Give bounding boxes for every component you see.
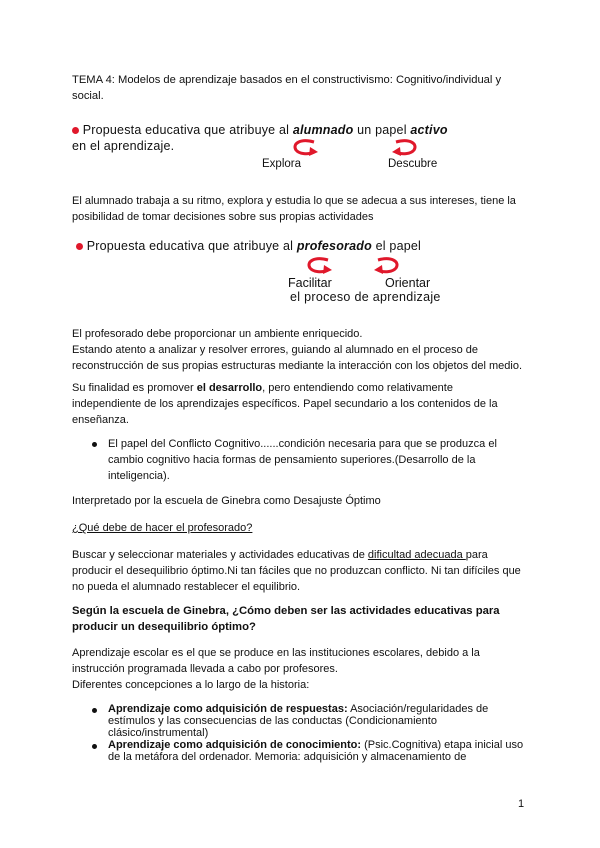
- title-line-2: social.: [72, 90, 104, 102]
- question-profesorado: ¿Qué debe de hacer el profesorado?: [72, 522, 253, 534]
- paragraph-ginebra: Interpretado por la escuela de Ginebra como Desajuste Óptimo: [72, 495, 381, 507]
- paragraph-aprendizaje-escolar: Aprendizaje escolar es el que se produce en las instituciones escolares, debido a la instrucción programada llevada a cabo por profesores. Diferentes concepciones a lo largo de la historia:: [72, 647, 480, 691]
- paragraph-profesorado: El profesorado debe proporcionar un ambiente enriquecido. Estando atento a analizar y resolver errores, guiando al alumnado en el proceso de reconstrucción de sus propias estructuras mediante la interacción con los objetos del medio.: [72, 328, 523, 372]
- label-explora: Explora: [262, 158, 301, 170]
- list-item-respuestas: Aprendizaje como adquisición de respuestas: Asociación/regularidades de estímulos y las consecuencias de las conductas (Condicionamiento clásico/instrumental): [108, 703, 489, 739]
- diagram-profesorado-line1: Propuesta educativa que atribuye al profesorado el papel: [76, 238, 536, 254]
- curved-arrow-left-icon: [290, 138, 320, 158]
- label-descubre: Descubre: [388, 158, 438, 170]
- bullet-icon: [92, 708, 97, 713]
- label-proceso-aprendizaje: el proceso de aprendizaje: [290, 290, 441, 304]
- label-facilitar: Facilitar: [288, 276, 332, 290]
- diagram-alumnado-line1: Propuesta educativa que atribuye al alumnado un papel activo: [72, 122, 532, 138]
- bullet-conflicto-cognitivo: El papel del Conflicto Cognitivo......condición necesaria para que se produzca el cambio cognitivo hacia formas de pensamiento superiores.(Desarrollo de la inteligencia).: [108, 438, 497, 482]
- title-line-1: TEMA 4: Modelos de aprendizaje basados en el constructivismo: Cognitivo/individual y: [72, 74, 502, 86]
- red-bullet-icon: [72, 127, 79, 134]
- curved-arrow-left-icon: [304, 256, 334, 276]
- list-item-conocimiento: Aprendizaje como adquisición de conocimiento: (Psic.Cognitiva) etapa inicial uso de la metáfora del ordenador. Memoria: adquisición y almacenamiento de: [108, 739, 524, 763]
- curved-arrow-right-icon: [374, 256, 404, 276]
- label-orientar: Orientar: [385, 276, 431, 290]
- bullet-icon: [92, 744, 97, 749]
- page-number: 1: [518, 798, 525, 810]
- question-ginebra: Según la escuela de Ginebra, ¿Cómo deben ser las actividades educativas para producir un desequilibrio óptimo?: [72, 605, 500, 633]
- page-title: [72, 72, 532, 104]
- paragraph-buscar-materiales: Buscar y seleccionar materiales y actividades educativas de dificultad adecuada para producir el desequilibrio óptimo.Ni tan fáciles que no produzcan conflicto. Ni tan difíciles que no pueda el alumnado restablecer el equilibrio.: [72, 549, 521, 593]
- paragraph-alumnado: El alumnado trabaja a su ritmo, explora y estudia lo que se adecua a sus intereses, tiene la posibilidad de tomar decisiones sobre sus propias actividades: [72, 195, 516, 223]
- paragraph-finalidad: Su finalidad es promover el desarrollo, pero entendiendo como relativamente independiente de los aprendizajes específicos. Papel secundario a los contenidos de la enseñanza.: [72, 382, 498, 426]
- diagram-alumnado-line2: en el aprendizaje.: [72, 139, 175, 153]
- red-bullet-icon: [76, 243, 83, 250]
- curved-arrow-right-icon: [392, 138, 422, 158]
- bullet-icon: [92, 442, 97, 447]
